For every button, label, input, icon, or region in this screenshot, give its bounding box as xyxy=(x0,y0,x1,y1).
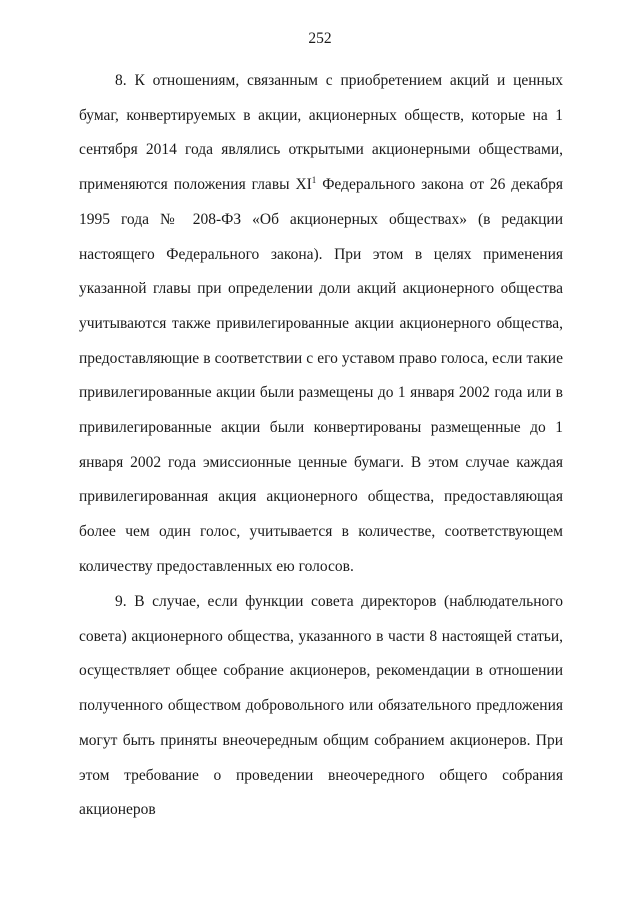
page-number: 252 xyxy=(308,30,332,47)
chapter-superscript: 1 xyxy=(311,174,317,185)
paragraph-8-text-start: 8. К отношениям, связанным с приобретением акций и ценных бумаг, конвертируемых в акции, акционерных обществ, которые на 1 сентября 2014 года являлись открытыми акционерными обществами, применяются положения главы XI xyxy=(79,72,563,194)
paragraph-8 xyxy=(79,64,563,585)
paragraph-9 xyxy=(79,585,563,828)
paragraph-9-text: 9. В случае, если функции совета директоров (наблюдательного совета) акционерного общества, указанного в части 8 настоящей статьи, осуществляет общее собрание акционеров, рекомендации в отношении полученного обществом добровольного или обязательного предложения могут быть приняты внеочередным общим собранием акционеров. При этом требование о проведении внеочередного общего собрания акционеров xyxy=(79,593,563,819)
paragraph-8-text-end: Федерального закона от 26 декабря 1995 года № 208-ФЗ «Об акционерных обществах» (в редакции настоящего Федерального закона). При этом в целях применения указанной главы при определении доли акций акционерного общества учитываются также привилегированные акции акционерного общества, предоставляющие в соответствии с его уставом право голоса, если такие привилегированные акции были размещены до 1 января 2002 года или в привилегированные акции были конвертированы размещенные до 1 января 2002 года эмиссионные ценные бумаги. В этом случае каждая привилегированная акция акционерного общества, предоставляющая более чем один голос, учитывается в количестве, соответствующем количеству предоставленных ею голосов. xyxy=(79,176,563,575)
